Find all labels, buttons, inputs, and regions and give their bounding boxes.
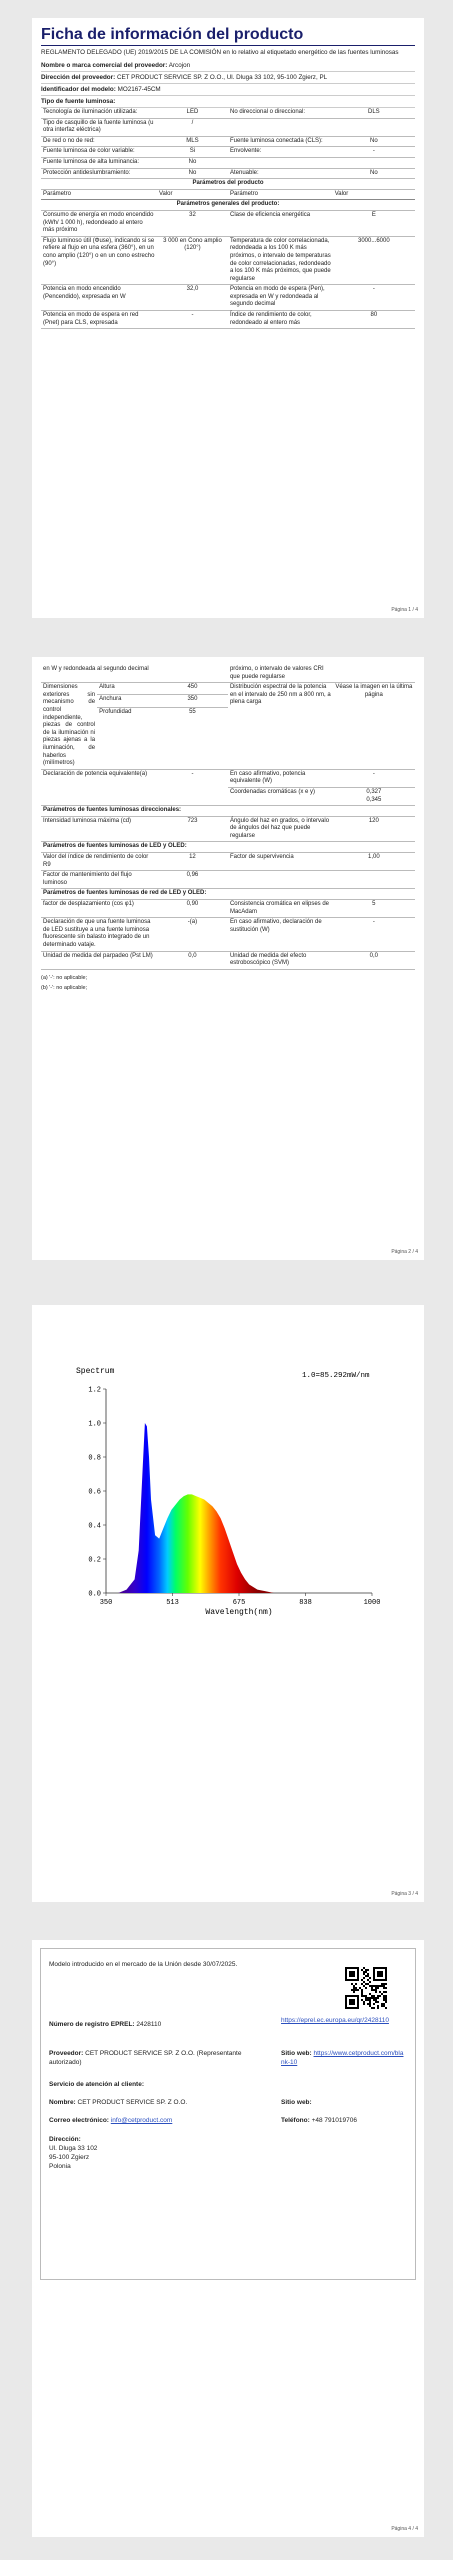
y-tick-label: 0.2 [88,1556,101,1565]
table-cell [333,157,415,168]
table-cell: No [157,168,228,179]
x-tick-label: 350 [99,1599,113,1607]
phone-value: +48 791019706 [311,2117,357,2124]
directional-header-row: Parámetros de fuentes luminosas direccionales: [41,806,415,817]
chart-title: Spectrum [76,1367,115,1376]
table-cell: 80 [333,311,415,329]
table-cell [228,118,333,136]
table-row: Intensidad luminosa máxima (cd) 723 Ángulo del haz en grados, o intervalo de ángulos del haz que puede regularse 120 [41,816,415,842]
email-link[interactable]: info@cetproduct.com [110,2117,173,2124]
type-header: Tipo de fuente luminosa: [41,96,415,108]
y-tick-label: 0.0 [88,1590,101,1599]
address-label: Dirección del proveedor: [41,74,116,81]
table-row [41,900,415,918]
page-title: Ficha de información del producto [41,26,415,46]
table-cell: / [157,118,228,136]
y-tick-label: 0.4 [88,1522,101,1531]
table-cell: Tipo de casquillo de la fuente luminosa (u otra interfaz eléctrica) [41,118,157,136]
table-cell: Consumo de energía en modo encendido (kWh/ 1 000 h), redondeado al entero más próximo [41,210,157,236]
phone-label: Teléfono: [281,2117,310,2124]
name-value: CET PRODUCT SERVICE SP. Z O.O. [77,2099,188,2106]
table-row [41,210,415,236]
table-row: Coordenadas cromáticas (x e y) 0,327 0,345 [41,787,415,805]
params-table-cont [41,665,415,970]
table-cell: E [333,210,415,236]
table-cell: Factor de supervivencia [228,853,333,871]
email-label: Correo electrónico: [49,2117,109,2124]
eprel-link[interactable]: https://eprel.ec.europa.eu/qr/2428110 [281,2017,389,2024]
table-cell: 0,0 [157,951,228,969]
table-cell: - [333,285,415,311]
table-cell: Valor del índice de rendimiento de color R9 [41,853,157,871]
dimensions-row: Dimensiones exteriores sin mecanismo de control independiente, piezas de control de la iluminación ni piezas ajenas a la iluminación, de haberlos (milímetros) Altura 450 Distribución espectral de la potencia en el intervalo de 250 nm a 800 nm, a plena carga Véase la imagen en la última página [41,683,415,695]
supplier-label: Proveedor: [49,2050,84,2057]
table-cell: En caso afirmativo, declaración de sustitución (W) [228,918,333,951]
table-cell: De red o no de red: [41,136,157,147]
x-tick-label: 513 [166,1599,179,1607]
table-cell: Factor de mantenimiento del flujo luminoso [41,871,157,889]
notes [41,973,415,993]
page-number: Página 2 / 4 [391,1249,418,1255]
table-cell: factor de desplazamiento (cos φ1) [41,900,157,918]
table-cell: 3000...6000 [333,236,415,285]
model-row [41,84,415,96]
table-row [41,118,415,136]
table-cell: Unidad de medida del efecto estroboscópico (SVM) [228,951,333,969]
table-row [41,951,415,969]
table-cell: Consistencia cromática en elipses de MacAdam [228,900,333,918]
table-cell: - [333,918,415,951]
table-row [41,918,415,951]
table-row [41,311,415,329]
table-cell [333,118,415,136]
type-table [41,108,415,179]
info-box [40,1948,416,2280]
note-b: (b) '-': no aplicable; [41,984,88,991]
table-cell: Potencia en modo encendido (Pencendido), expresada en W [41,285,157,311]
table-cell: No [333,168,415,179]
brand-row [41,60,415,72]
general-header-row: Parámetros generales del producto: [41,200,415,211]
table-cell [333,871,415,889]
table-cell: Fuente luminosa conectada (CLS): [228,136,333,147]
page-3 [32,1305,424,1902]
market-intro: Modelo introducido en el mercado de la Unión desde 30/07/2025. [49,1961,238,1968]
table-cell: 0,90 [157,900,228,918]
table-cell: -(a) [157,918,228,951]
address-value: CET PRODUCT SERVICE SP. Z O.O., Ul. Dluga 33 102, 95-100 Zgierz, PL [116,74,328,81]
address-line: 95-100 Zgierz [49,2154,90,2161]
address-block [49,2135,97,2171]
page-number: Página 4 / 4 [391,2526,418,2532]
dimensions-row: Profundidad 55 [41,707,415,769]
qr-code-icon[interactable] [345,1967,387,2009]
table-cell: 0,0 [333,951,415,969]
table-row [41,136,415,147]
supplier-value: CET PRODUCT SERVICE SP. Z O.O. (Representante autorizado) [49,2050,242,2066]
address-line: Ul. Dluga 33 102 [49,2145,98,2152]
led-header-row: Parámetros de fuentes luminosas de LED y OLED: [41,842,415,853]
page-2 [32,657,424,1260]
params-table [41,179,415,329]
table-cell: Índice de rendimiento de color, redondeado al entero más [228,311,333,329]
table-cell: Clase de eficiencia energética [228,210,333,236]
table-row [41,871,415,889]
website-link[interactable]: https://www.cetproduct.com/blank-10 [281,2050,404,2066]
table-cell: 12 [157,853,228,871]
params-col-header: Parámetro Valor Parámetro Valor [41,189,415,200]
x-tick-label: 675 [232,1599,246,1607]
note-a: (a) '-': no aplicable; [41,974,88,981]
x-tick-label: 1000 [363,1599,381,1607]
table-cell: Unidad de medida del parpadeo (Pst LM) [41,951,157,969]
spectrum-chart [72,1361,392,1631]
table-cell [228,157,333,168]
brand-label: Nombre o marca comercial del proveedor: [41,62,168,69]
coord-x: 0,327 [366,788,382,795]
table-cell: Temperatura de color correlacionada, redondeada a los 100 K más próximos, o intervalo de temperaturas de color correlacionadas, redondeado a los 100 K más próximos, que puede regularse [228,236,333,285]
table-cell: Si [157,147,228,158]
table-row: en W y redondeada al segundo decimal próximo, o intervalo de valores CRI que puede regularse [41,665,415,683]
y-tick-label: 0.6 [88,1488,101,1497]
table-cell: Tecnología de iluminación utilizada: [41,108,157,118]
chart-annotation: 1.0=85.292mW/nm [302,1372,370,1380]
params-header-row: Parámetros del producto [41,179,415,189]
regulation-text: REGLAMENTO DELEGADO (UE) 2019/2015 DE LA COMISIÓN en lo relativo al etiquetado energético de las fuentes luminosas [41,49,399,56]
coord-y: 0,345 [366,796,382,803]
table-cell: DLS [333,108,415,118]
table-cell: - [157,311,228,329]
table-cell: Protección antideslumbramiento: [41,168,157,179]
website2-label: Sitio web: [281,2099,312,2106]
address-line: Polonia [49,2163,71,2170]
table-cell: 32 [157,210,228,236]
table-cell: - [333,147,415,158]
address-label: Dirección: [49,2136,81,2143]
table-cell: No [157,157,228,168]
service-header: Servicio de atención al cliente: [49,2081,145,2088]
table-row [41,285,415,311]
page-number: Página 3 / 4 [391,1891,418,1897]
table-row [41,168,415,179]
table-cell: Potencia en modo de espera (Pen), expresada en W y redondeada al segundo decimal [228,285,333,311]
table-cell: 0,96 [157,871,228,889]
table-cell: 32,0 [157,285,228,311]
table-cell: Envolvente: [228,147,333,158]
eprel-value: 2428110 [136,2021,162,2028]
table-cell: MLS [157,136,228,147]
table-cell: No [333,136,415,147]
x-tick-label: 838 [299,1599,312,1607]
table-row [41,108,415,118]
model-label: Identificador del modelo: [41,86,116,93]
table-cell: Atenuable: [228,168,333,179]
page-4 [32,1940,424,2537]
table-cell: Fuente luminosa de alta luminancia: [41,157,157,168]
table-cell: No direccional o direccional: [228,108,333,118]
table-row [41,236,415,285]
address-row [41,72,415,84]
table-cell: LED [157,108,228,118]
table-row [41,157,415,168]
brand-value: Arcojon [168,62,191,69]
table-cell: Potencia en modo de espera en red (Pnet) para CLS, expresada [41,311,157,329]
table-cell: 5 [333,900,415,918]
model-value: MO2167-45CM [117,86,161,93]
spectrum-area [118,1423,282,1593]
table-row: Declaración de potencia equivalente(a) - En caso afirmativo, potencia equivalente (W) - [41,769,415,787]
table-cell: 1,00 [333,853,415,871]
table-row [41,853,415,871]
table-cell: 3 000 en Cono amplio (120°) [157,236,228,285]
table-cell: Declaración de que una fuente luminosa de LED sustituye a una fuente luminosa fluorescente sin balasto integrado de un determinado vataje. [41,918,157,951]
mls-header-row: Parámetros de fuentes luminosas de red de LED y OLED: [41,889,415,900]
table-cell [228,871,333,889]
page-number: Página 1 / 4 [391,607,418,613]
table-cell: Fuente luminosa de color variable: [41,147,157,158]
page-1 [32,18,424,618]
x-axis-label: Wavelength(nm) [205,1608,273,1617]
y-tick-label: 0.8 [88,1454,101,1463]
y-tick-label: 1.2 [88,1386,101,1395]
table-cell: Flujo luminoso útil (Φuse), indicando si se refiere al flujo en una esfera (360°), en un cono amplio (120°) o en un cono estrecho (90°) [41,236,157,285]
y-tick-label: 1.0 [88,1420,101,1429]
dimensions-row: Anchura 350 [41,695,415,707]
website-label: Sitio web: [281,2050,312,2057]
name-label: Nombre: [49,2099,76,2106]
eprel-label: Número de registro EPREL: [49,2021,135,2028]
table-row [41,147,415,158]
